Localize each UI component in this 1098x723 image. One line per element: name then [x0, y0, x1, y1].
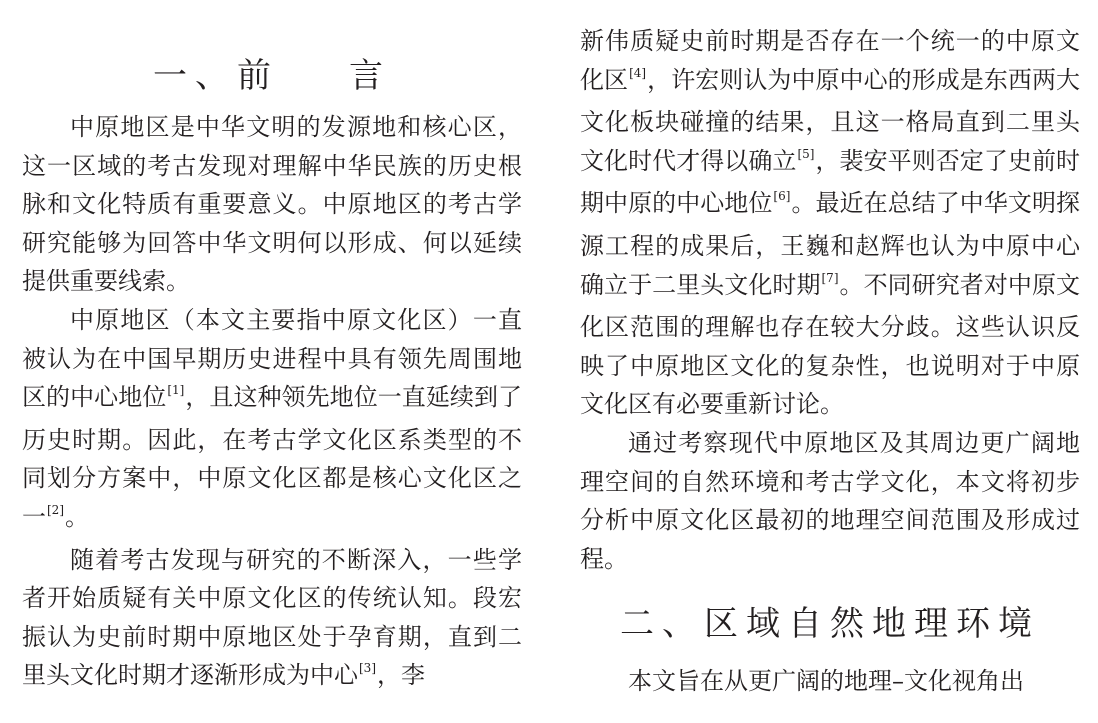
paragraph [580, 662, 1080, 701]
paragraph-text: 随着考古发现与研究的不断深入，一些学者开始质疑有关中原文化区的传统认知。段宏振认为史前时期中原地区处于孕育期，直到二里头文化时期才逐渐形成为中心 [22, 545, 522, 690]
right-paragraphs-top [580, 22, 1080, 578]
paragraph-text: 。不同研究者对中原文化区范围的理解也存在较大分歧。这些认识反映了中原地区文化的复杂性，也说明对于中原文化区有必要重新讨论。 [580, 270, 1080, 419]
left-column [22, 22, 522, 699]
citation-reference: [1] [167, 383, 185, 398]
paragraph-text: 中原地区（本文主要指中原文化区）一直被认为在中国早期历史进程中具有领先周围地区的中心地位 [22, 305, 522, 412]
citation-reference: [7] [821, 270, 839, 285]
paragraph-text: 通过考察现代中原地区及其周边更广阔地理空间的自然环境和考古学文化，本文将初步分析中原文化区最初的地理空间范围及形成过程。 [580, 428, 1080, 573]
left-paragraphs [22, 108, 522, 699]
citation-reference: [2] [47, 502, 64, 517]
paragraph [22, 301, 522, 541]
paragraph-text: ，裴安平则否定了史前时期中原的中心地位 [580, 146, 1081, 218]
paragraph-text: 新伟质疑史前时期是否存在一个统一的中原文化区 [580, 27, 1080, 94]
paragraph-text: 。最近在总结了中华文明探源工程的成果后，王巍和赵辉也认为中原中心确立于二里头文化时期 [580, 189, 1081, 299]
citation-reference: [3] [359, 661, 376, 676]
paragraph [580, 22, 1080, 424]
paragraph-text: 中原地区是中华文明的发源地和核心区，这一区域的考古发现对理解中华民族的历史根脉和文化特质有重要意义。中原地区的考古学研究能够为回答中华文明何以形成、何以延续提供重要线索。 [22, 113, 522, 296]
citation-reference: [4] [629, 65, 647, 80]
citation-reference: [6] [773, 189, 791, 204]
section-heading-preface-tail: 言 [349, 56, 391, 96]
section-heading-geography: 二、区域自然地理环境 [620, 604, 1040, 645]
paragraph-text: 。 [65, 502, 89, 531]
paragraph-text: ，许宏则认为中原中心的形成是东西两大文化板块碰撞的结果，且这一格局直到二里头文化时代才得以确立 [580, 65, 1081, 175]
right-paragraphs-bottom [580, 662, 1080, 701]
paragraph [580, 424, 1080, 578]
paragraph-text: 本文旨在从更广阔的地理–文化视角出 [628, 667, 1024, 696]
section-heading-preface-number: 一、前 [153, 56, 279, 96]
right-column [580, 22, 1080, 701]
paragraph [22, 108, 522, 301]
section-heading-preface [22, 50, 522, 102]
paragraph [22, 541, 522, 699]
paragraph-text: ，且这种领先地位一直延续到了历史时期。因此，在考古学文化区系类型的不同划分方案中，中原文化区都是核心文化区之一 [22, 383, 523, 531]
paragraph-text: ，李 [377, 661, 425, 690]
citation-reference: [5] [797, 146, 815, 161]
